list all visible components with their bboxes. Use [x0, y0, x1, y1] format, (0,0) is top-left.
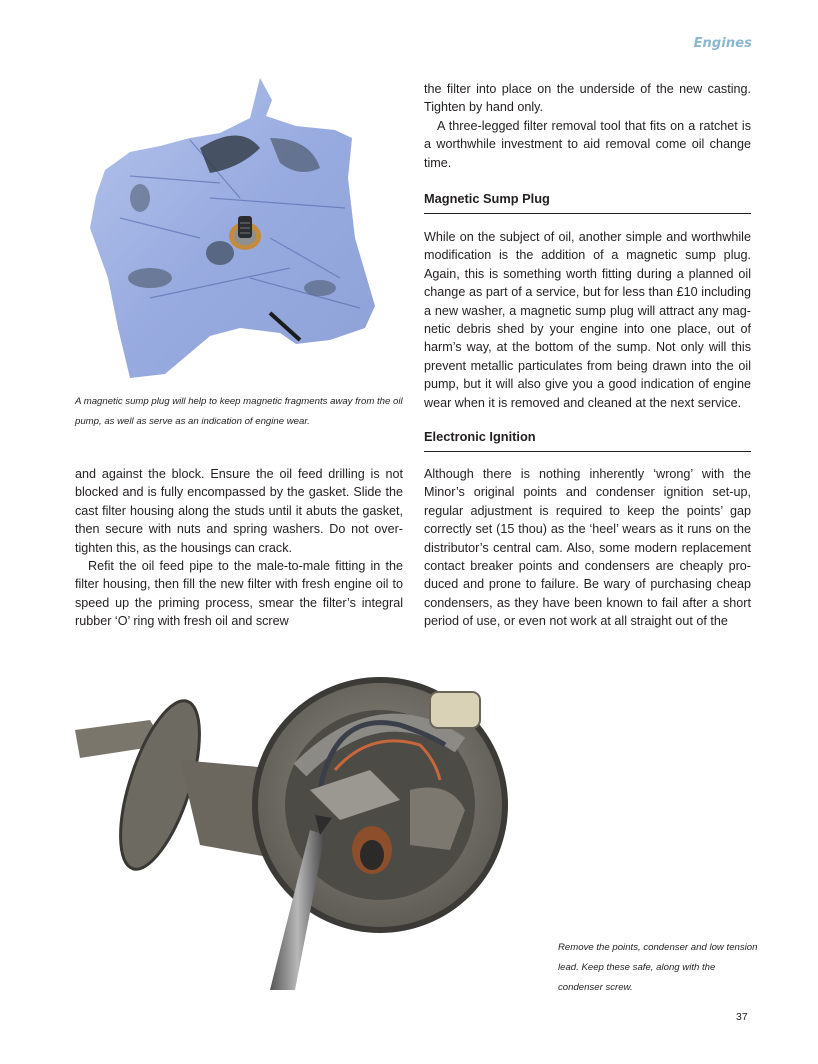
paragraph: A three-legged filter removal tool that fits on a ratchet is a worthwhile investment to aid removal come oil change time. — [424, 118, 751, 170]
distributor-image — [70, 650, 540, 990]
paragraph: the filter into place on the underside of the new casting. Tighten by hand only. — [424, 82, 751, 115]
electronic-ignition-body — [424, 465, 751, 631]
magnetic-sump-plug-body — [424, 228, 751, 412]
paragraph: Although there is nothing inherently ‘wrong’ with the Minor’s original points and condenser ignition set-up, regular adjustment is required to keep the points’ gap correctly set (15 thou) as the ‘heel’ wears as it runs on the distributor’s central cam. Also, some modern replacement contact breaker points and condensers are cheaply produced and prone to failure. Be wary of purchasing cheap condensers, as they have been known to fail after a short period of use, or even not work at all straight out of the — [424, 467, 751, 629]
left-column-bottom-text — [75, 465, 403, 631]
section-heading-magnetic-sump-plug: Magnetic Sump Plug — [424, 190, 751, 214]
paragraph: and against the block. Ensure the oil feed drilling is not blocked and is fully encompassed by the gasket. Slide the cast filter housing along the studs until it abuts the gasket, then secure with nuts and spring washers. Do not overtighten this, as the housings can crack. — [75, 467, 403, 555]
distributor-photo — [70, 650, 540, 990]
paragraph: Refit the oil feed pipe to the male-to-male fitting in the filter housing, then fill the new filter with fresh engine oil to speed up the priming process, smear the filter’s integral rubber ‘O’ ring with fresh oil and screw — [75, 559, 403, 629]
paragraph: While on the subject of oil, another simple and worthwhile modification is the addition of a magnetic sump plug. Again, this is something worth fitting during a planned oil change as part of a service, but for less than £10 including a new washer, a magnetic sump plug will attract any magnetic debris shed by your engine into one place, out of harm’s way, at the bottom of the sump. Not only will this prevent metallic particulates from being drawn into the oil pump, but it will also give you a good indication of engine wear when it is removed and cleaned at the next service. — [424, 230, 751, 410]
right-column-top-text — [424, 80, 751, 172]
sump-plug-caption: A magnetic sump plug will help to keep magnetic fragments away from the oil pump, as well as serve as an indication of engine wear. — [75, 396, 403, 427]
running-head: Engines — [693, 36, 752, 51]
sump-plug-photo — [90, 78, 400, 390]
section-heading-electronic-ignition: Electronic Ignition — [424, 428, 751, 452]
sump-plug-image — [90, 78, 400, 390]
page-number: 37 — [736, 1011, 748, 1023]
distributor-caption: Remove the points, condenser and low tension lead. Keep these safe, along with the condenser screw. — [558, 942, 758, 993]
